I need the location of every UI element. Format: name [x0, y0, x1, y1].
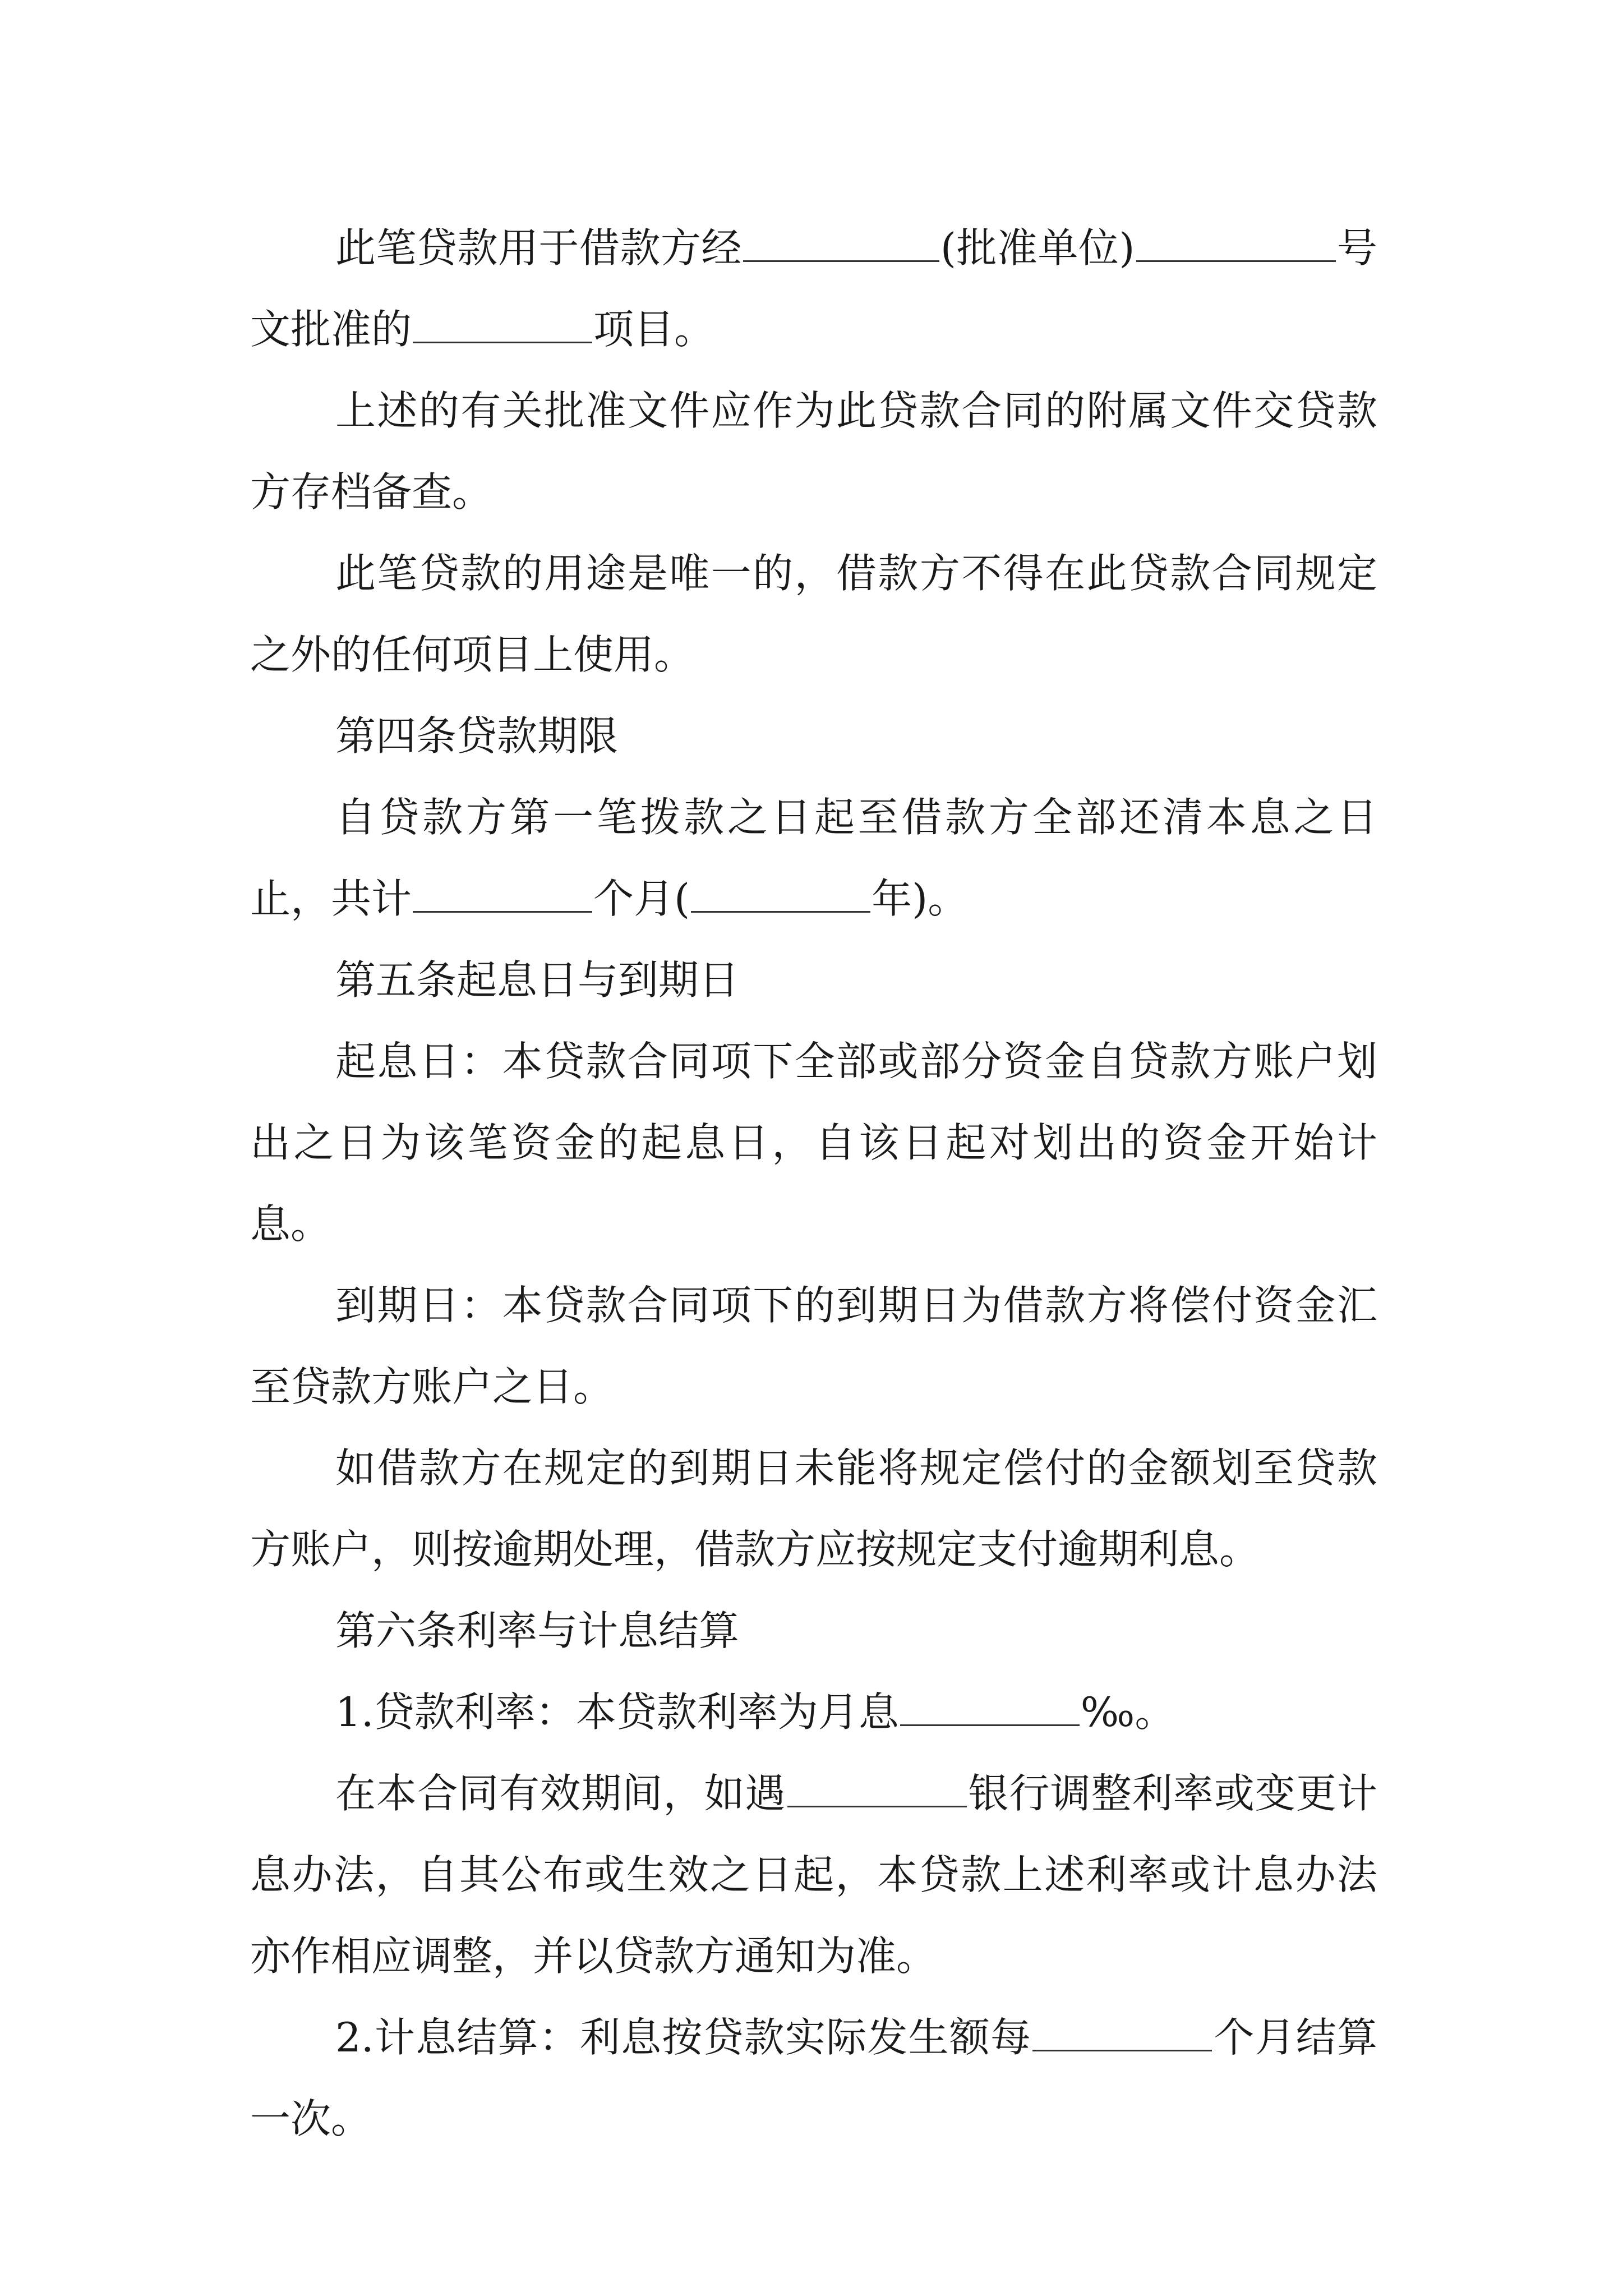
paragraph-maturity-date: 到期日：本贷款合同项下的到期日为借款方将偿付资金汇至贷款方账户之日。	[250, 1282, 1377, 1410]
blank-months	[413, 877, 592, 913]
paragraph-value-date: 起息日：本贷款合同项下全部或部分资金自贷款方账户划出之日为该笔资金的起息日，自该日起对划出的资金开始计息。	[250, 1038, 1377, 1248]
paragraph-interest-rate	[250, 1672, 1377, 1753]
heading-article-5: 第五条起息日与到期日	[335, 956, 740, 1004]
heading-article-4: 第四条贷款期限	[335, 712, 619, 760]
text: 年)。	[872, 875, 969, 922]
paragraph-rate-adjustment	[250, 1753, 1377, 1997]
document-page	[250, 208, 1377, 2160]
text: 个月(	[593, 875, 690, 922]
text: (批准单位)	[940, 224, 1135, 272]
text: 在本合同有效期间，如遇	[335, 1770, 786, 1817]
paragraph-loan-term	[250, 777, 1377, 940]
text: 个月结算一次。	[250, 2014, 1377, 2142]
paragraph-overdue: 如借款方在规定的到期日未能将规定偿付的金额划至贷款方账户，则按逾期处理，借款方应按规定支付逾期利息。	[250, 1444, 1377, 1573]
paragraph-sole-purpose: 此笔贷款的用途是唯一的，借款方不得在此贷款合同规定之外的任何项目上使用。	[250, 550, 1377, 678]
text: 银行调整利率或变更计息办法，自其公布或生效之日起，本贷款上述利率或计息办法亦作相应调整，并以贷款方通知为准。	[250, 1770, 1377, 1980]
text: 自贷款方第一笔拨款之日起至借款方全部还清本息之日止，共计	[250, 794, 1377, 922]
heading-article-6: 第六条利率与计息结算	[335, 1607, 740, 1654]
text: 此笔贷款用于借款方经	[335, 224, 742, 272]
blank-monthly-rate	[900, 1691, 1080, 1726]
text: 号文批准的	[250, 224, 1377, 353]
paragraph-approval-documents: 上述的有关批准文件应作为此贷款合同的附属文件交贷款方存档备查。	[250, 387, 1377, 516]
blank-years	[691, 877, 870, 913]
paragraph-loan-purpose	[250, 208, 1377, 370]
blank-approval-unit	[743, 227, 939, 262]
blank-project-name	[413, 308, 592, 343]
text: 2.计息结算：利息按贷款实际发生额每	[335, 2014, 1032, 2061]
blank-settlement-months	[1032, 2016, 1212, 2051]
text: ‰。	[1080, 1688, 1175, 1736]
text: 项目。	[593, 306, 715, 353]
blank-bank-name	[787, 1772, 967, 1807]
paragraph-interest-settlement	[250, 1997, 1377, 2160]
text: 1.贷款利率：本贷款利率为月息	[335, 1688, 899, 1736]
blank-document-number	[1136, 227, 1336, 262]
